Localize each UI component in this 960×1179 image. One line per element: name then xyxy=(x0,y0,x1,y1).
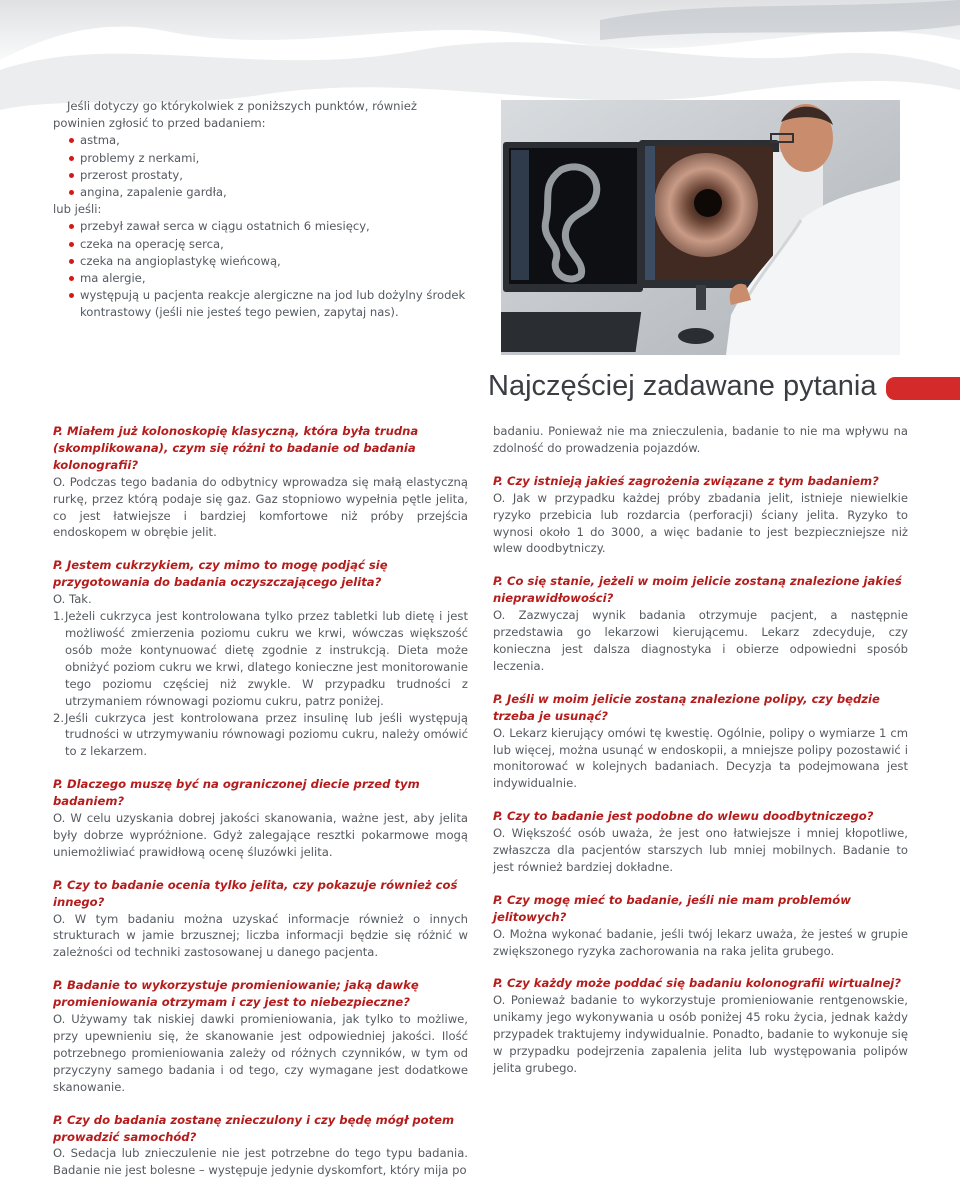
list-item: ma alergie, xyxy=(53,270,468,287)
faq-answer: O. Podczas tego badania do odbytnicy wprowadza się małą elastyczną rurkę, przez którą podaje się gaz. Gaz stopniowo wypełnia pętle jelita, co jest łatwiejsze i bardziej komfortowe niż próby przejścia endoskopem w obrębie jelit. xyxy=(53,474,468,540)
conditions-list xyxy=(53,132,468,201)
faq-item xyxy=(493,473,908,558)
faq-item xyxy=(493,892,908,960)
faq-answer: O. Można wykonać badanie, jeśli twój lekarz uważa, że jesteś w grupie zwiększonego ryzyka zachorowania na raka jelita grubego. xyxy=(493,926,908,958)
faq-item xyxy=(493,975,908,1076)
faq-question: P. Badanie to wykorzystuje promieniowanie; jaką dawkę promieniowania otrzymam i czy jest to niebezpieczne? xyxy=(53,978,419,1010)
faq-item xyxy=(493,808,908,876)
faq-item xyxy=(493,691,908,792)
faq-question: P. Czy to badanie ocenia tylko jelita, czy pokazuje również coś innego? xyxy=(53,877,458,909)
list-item: występują u pacjenta reakcje alergiczne na jod lub dożylny środek kontrastowy (jeśli nie jesteś tego pewien, zapytaj nas). xyxy=(53,287,468,321)
list-item: przebył zawał serca w ciągu ostatnich 6 miesięcy, xyxy=(53,218,468,235)
faq-left-column xyxy=(53,423,468,1179)
faq-question: P. Czy do badania zostanę znieczulony i czy będę mógł potem prowadzić samochód? xyxy=(53,1112,455,1144)
list-item: angina, zapalenie gardła, xyxy=(53,184,468,201)
list-item: astma, xyxy=(53,132,468,149)
red-accent-bar xyxy=(886,377,960,400)
faq-title: Najczęściej zadawane pytania xyxy=(488,370,877,402)
faq-item xyxy=(493,573,908,674)
item-text: Jeśli cukrzyca jest kontrolowana przez insulinę lub jeśli występują trudności w utrzymywaniu równowagi poziomu cukru, należy omówić to z lekarzem. xyxy=(65,710,468,759)
faq-item xyxy=(53,557,468,760)
lub-label: lub jeśli: xyxy=(53,202,102,217)
faq-question: P. Jeśli w moim jelicie zostaną znalezione polipy, czy będzie trzeba je usunąć? xyxy=(493,691,880,723)
faq-item xyxy=(53,423,468,541)
faq-question: P. Czy każdy może poddać się badaniu kolonografii wirtualnej? xyxy=(493,976,902,991)
faq-question: P. Dlaczego muszę być na ograniczonej diecie przed tym badaniem? xyxy=(53,777,420,809)
faq-answer: O. Lekarz kierujący omówi tę kwestię. Ogólnie, polipy o wymiarze 1 cm lub więcej, można usunąć w endoskopii, a mniejsze polipy pozostawić i monitorować w kolejnych badaniach. Decyzja ta podejmowana jest indywidualnie. xyxy=(493,725,908,791)
intro-lead: Jeśli dotyczy go którykolwiek z poniższych punktów, również powinien zgłosić to przed badaniem: xyxy=(53,99,417,131)
list-item: przerost prostaty, xyxy=(53,167,468,184)
faq-answer: O. W celu uzyskania dobrej jakości skanowania, ważne jest, aby jelita były dobrze wypróżnione. Gdyż zalegające resztki pokarmowe mogą uniemożliwiać prawidłową ocenę śluzówki jelita. xyxy=(53,811,468,859)
numbered-item xyxy=(53,608,468,709)
conditions-list-2 xyxy=(53,218,468,321)
item-number: 1. xyxy=(53,609,65,624)
faq-item xyxy=(53,776,468,861)
faq-item xyxy=(53,1112,468,1179)
faq-right-column xyxy=(493,423,908,1077)
faq-answer: O. Jak w przypadku każdej próby zbadania jelit, istnieje niewielkie ryzyko przebicia lub rozdarcia (perforacji) ściany jelita. Ryzyko to wynosi około 1 do 3000, a więc badanie to jest bezpieczniejsze niż wlew doodbytniczy. xyxy=(493,490,908,556)
numbered-item xyxy=(53,710,468,761)
faq-question: P. Czy to badanie jest podobne do wlewu doodbytniczego? xyxy=(493,809,874,824)
item-number: 2. xyxy=(53,710,65,725)
faq-answer: O. Zazwyczaj wynik badania otrzymuje pacjent, a następnie przedstawia go lekarzowi kierującemu. Lekarz zdecyduje, czy konieczna jest dalsza diagnostyka i obierze odpowiedni sposób leczenia. xyxy=(493,608,908,673)
faq-answer: O. W tym badaniu można uzyskać informacje również o innych strukturach w jamie brzusznej; liczba informacji będzie się różnić w zależności od techniki zastosowanej u danego pacjenta. xyxy=(53,911,468,960)
doctor-monitors-photo xyxy=(501,100,900,355)
faq-question: P. Miałem już kolonoskopię klasyczną, która była trudna (skomplikowana), czym się różni to badanie od badania kolonografii? xyxy=(53,424,419,472)
faq-item xyxy=(53,877,468,962)
faq-answer: O. Sedacja lub znieczulenie nie jest potrzebne do tego typu badania. Badanie nie jest bolesne – występuje jedynie dyskomfort, który mija po xyxy=(53,1146,468,1178)
list-item: czeka na angioplastykę wieńcową, xyxy=(53,253,468,270)
list-item: czeka na operację serca, xyxy=(53,236,468,253)
faq-answer: O. Tak. xyxy=(53,592,92,607)
photo-illustration xyxy=(501,100,900,355)
faq-question: P. Jestem cukrzykiem, czy mimo to mogę podjąć się przygotowania do badania oczyszczającego jelita? xyxy=(53,558,388,590)
faq-answer-continued: badaniu. Ponieważ nie ma znieczulenia, badanie to nie ma wpływu na zdolność do prowadzenia pojazdów. xyxy=(493,424,908,455)
faq-question: P. Czy mogę mieć to badanie, jeśli nie mam problemów jelitowych? xyxy=(493,892,851,924)
faq-answer: O. Ponieważ badanie to wykorzystuje promieniowanie rentgenowskie, unikamy jego wykonywania u osób poniżej 45 roku życia, jednak każdy przypadek traktujemy indywidualnie. Ponadto, badanie to wykonuje się w przypadku podejrzenia zapalenia jelita lub występowania polipów jelita grubego. xyxy=(493,993,908,1075)
list-item: problemy z nerkami, xyxy=(53,150,468,167)
faq-question: P. Co się stanie, jeżeli w moim jelicie zostaną znalezione jakieś nieprawidłowości? xyxy=(493,574,902,606)
intro-section xyxy=(53,98,468,322)
item-text: Jeżeli cukrzyca jest kontrolowana tylko przez tabletki lub dietę i jest możliwość zmierzenia poziomu cukru we krwi, wówczas większość osób może kontynuować dietę zgodnie z instrukcją. Dieta może obniżyć poziom cukru we krwi, dlatego konieczne jest monitorowanie tego poziomu częściej niż zwykle. W przypadku trudności z utrzymaniem równowagi poziomu cukru, patrz poniżej. xyxy=(65,609,468,708)
faq-item-continuation xyxy=(493,423,908,457)
faq-question: P. Czy istnieją jakieś zagrożenia związane z tym badaniem? xyxy=(493,473,879,488)
faq-answer: O. Większość osób uważa, że jest ono łatwiejsze i mniej kłopotliwe, zwłaszcza dla pacjentów starszych lub mniej mobilnych. Badanie to jest również bardziej dokładne. xyxy=(493,826,908,874)
faq-answer: O. Używamy tak niskiej dawki promieniowania, jak tylko to możliwe, przy upewnieniu się, że skanowanie jest odpowiedniej jakości. Ilość potrzebnego promieniowania zależy od różnych czynników, w tym od przyczyny samego badania i od tego, czy wymagane jest dodatkowe skanowanie. xyxy=(53,1012,468,1094)
faq-item xyxy=(53,977,468,1095)
